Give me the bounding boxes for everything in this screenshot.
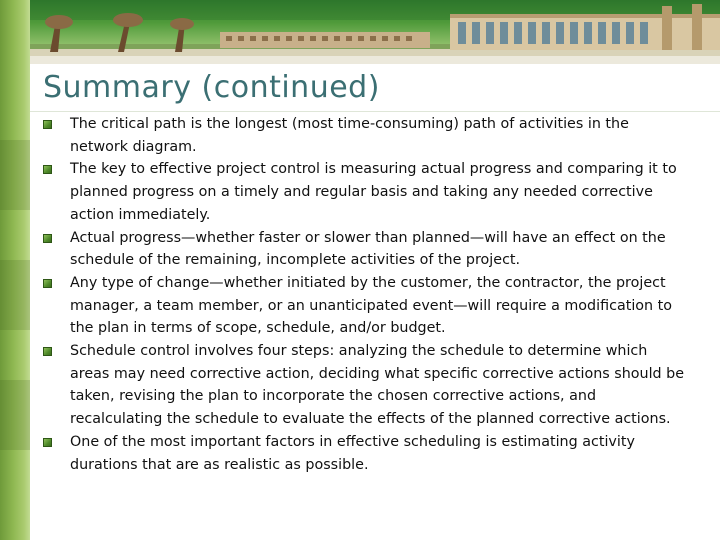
bullet-item [70,340,690,431]
square-bullet-icon [43,347,52,356]
bullet-list [70,113,690,476]
title-divider [30,111,720,112]
band-shade [0,260,30,330]
bullet-item [70,113,690,158]
campus-illustration [30,0,720,64]
band-shade [0,380,30,450]
bullet-item [70,431,690,476]
band-shade [0,140,30,210]
square-bullet-icon [43,438,52,447]
header-campus-photo [30,0,720,64]
square-bullet-icon [43,279,52,288]
square-bullet-icon [43,165,52,174]
bullet-item [70,227,690,272]
bullet-text: The key to effective project control is measuring actual progress and comparing it to planned progress on a timely and regular basis and taking any needed corrective action immediately. [70,161,677,223]
left-decorative-band [0,0,30,540]
bullet-text: The critical path is the longest (most time-consuming) path of activities in the network diagram. [70,116,629,155]
bullet-item [70,272,690,340]
bullet-item [70,158,690,226]
bullet-text: Actual progress—whether faster or slower than planned—will have an effect on the schedule of the remaining, incomplete activities of the project. [70,229,666,269]
bullet-text: Schedule control involves four steps: analyzing the schedule to determine which areas may need corrective action, deciding what specific corrective actions should be taken, revising the plan to incorporate the chosen corrective actions, and recalculating the schedule to evaluate the effects of the planned corrective actions. [70,343,685,428]
bullet-text: One of the most important factors in effective scheduling is estimating activity durations that are as realistic as possible. [70,433,635,473]
slide-title: Summary (continued) [43,70,380,105]
square-bullet-icon [43,120,52,129]
bullet-text: Any type of change—whether initiated by the customer, the contractor, the project manager, a team member, or an unanticipated event—will require a modification to the plan in terms of scope, schedule, and/or budget. [70,274,673,337]
square-bullet-icon [43,234,52,243]
